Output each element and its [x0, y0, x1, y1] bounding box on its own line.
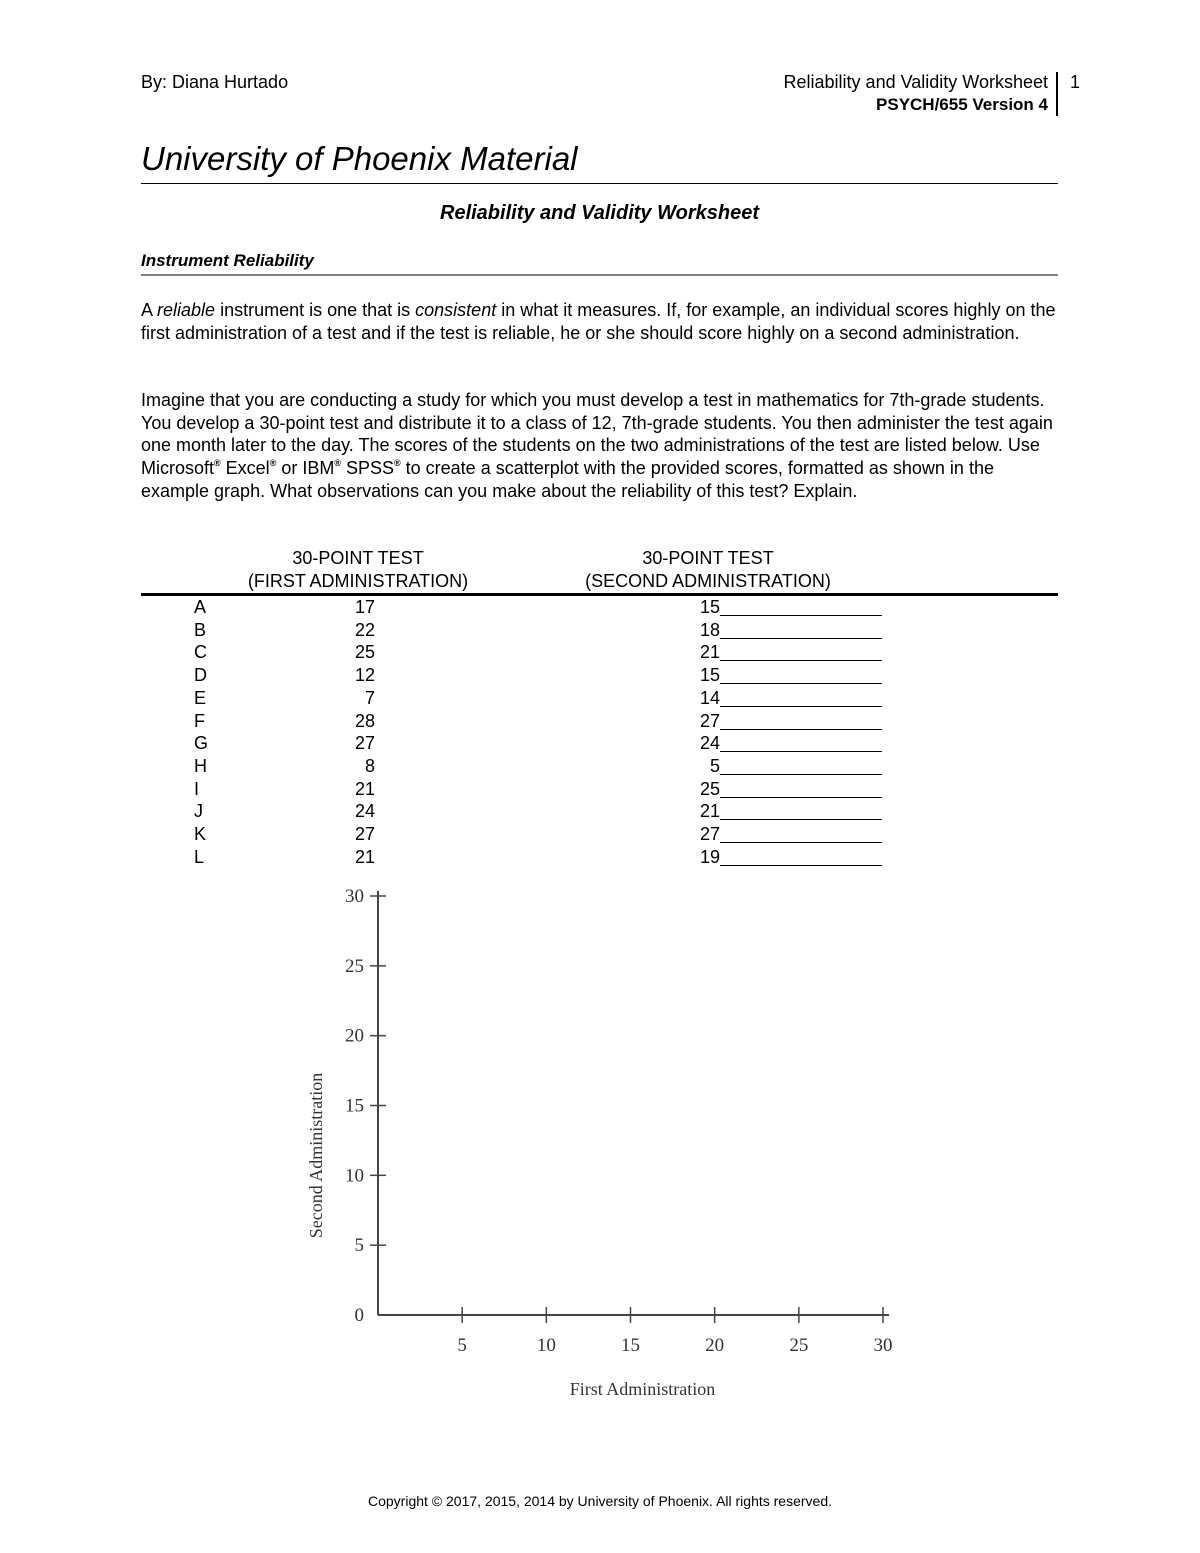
student-label: C [194, 642, 207, 663]
intro-paragraph: A reliable instrument is one that is consistent in what it measures. If, for example, an individual scores highly on the first administration of a test and if the test is reliable, he or she should score highly on a second administration. [141, 300, 1056, 343]
x-tick-label: 30 [873, 1335, 893, 1356]
table-row [0, 665, 1200, 688]
x-tick-label: 10 [536, 1335, 556, 1356]
answer-blank[interactable] [720, 688, 882, 707]
student-label: F [194, 710, 205, 731]
header-page-number: 1 [1070, 72, 1081, 92]
second-score: 14 [699, 687, 720, 708]
student-label: B [194, 619, 207, 640]
first-score: 25 [354, 642, 375, 663]
y-tick-label: 10 [345, 1165, 364, 1187]
y-tick-label: 5 [354, 1235, 364, 1257]
first-score: 21 [354, 778, 375, 799]
first-score: 27 [354, 824, 375, 844]
y-tick-label: 25 [345, 955, 364, 977]
second-score: 5 [709, 755, 720, 776]
table-row [0, 711, 1200, 734]
column-header-second: 30-POINT TEST (SECOND ADMINISTRATION) [585, 548, 831, 591]
second-score: 27 [699, 824, 720, 844]
first-score: 8 [364, 755, 375, 776]
answer-blank[interactable] [720, 711, 882, 730]
answer-blank[interactable] [720, 756, 882, 775]
first-score: 17 [354, 597, 375, 617]
second-score: 27 [699, 710, 720, 731]
x-tick-label: 20 [705, 1335, 725, 1356]
answer-blank[interactable] [720, 801, 882, 820]
y-axis-label: Second Administration [306, 1072, 326, 1239]
table-row [0, 597, 1200, 620]
table-row [0, 642, 1200, 665]
first-score: 12 [354, 665, 375, 686]
student-label: L [194, 846, 205, 867]
y-tick-label: 30 [345, 886, 364, 907]
student-label: I [194, 778, 200, 799]
x-axis-label: First Administration [569, 1379, 716, 1399]
column-header-first: 30-POINT TEST (FIRST ADMINISTRATION) [247, 548, 469, 591]
student-label: E [194, 687, 207, 708]
y-tick-label: 20 [345, 1025, 364, 1047]
instructions-paragraph: Imagine that you are conducting a study for which you must develop a test in mathematics for 7th-grade students. You develop a 30-point test and distribute it to a class of 12, 7th-grade students. You then administer the test again one month later to the day. The scores of the students on the two administrations of the test are listed below. Use Microsoft® Excel® or IBM® SPSS® to create a scatterplot with the provided scores, formatted as shown in the example graph. What observations can you make about the reliability of this test? Explain. [141, 390, 1053, 501]
second-score: 25 [699, 778, 720, 799]
title-rule [141, 183, 1058, 184]
second-score: 15 [699, 597, 720, 617]
first-score: 24 [354, 801, 375, 822]
answer-blank[interactable] [720, 779, 882, 798]
answer-blank[interactable] [720, 733, 882, 752]
y-tick-label: 0 [354, 1305, 364, 1326]
answer-blank[interactable] [720, 597, 882, 616]
x-tick-label: 15 [621, 1335, 640, 1356]
table-row [0, 756, 1200, 779]
table-row [0, 824, 1200, 847]
table-row [0, 620, 1200, 643]
student-label: H [194, 755, 207, 776]
table-row [0, 688, 1200, 711]
second-score: 24 [699, 733, 720, 754]
table-row [0, 847, 1200, 870]
worksheet-subtitle: Reliability and Validity Worksheet [440, 202, 759, 224]
first-score: 21 [354, 846, 375, 867]
table-header-rule [141, 593, 1058, 596]
copyright-footer: Copyright © 2017, 2015, 2014 by University of Phoenix. All rights reserved. [367, 1493, 832, 1509]
x-tick-label: 5 [457, 1335, 467, 1356]
first-score: 27 [354, 733, 375, 754]
answer-blank[interactable] [720, 847, 882, 866]
y-tick-label: 15 [345, 1095, 364, 1117]
student-label: A [194, 597, 207, 617]
second-score: 19 [699, 846, 720, 867]
answer-blank[interactable] [720, 620, 882, 639]
table-row [0, 801, 1200, 824]
second-score: 21 [699, 801, 720, 822]
student-label: G [194, 733, 209, 754]
first-score: 7 [364, 687, 375, 708]
header-divider [1056, 72, 1058, 116]
x-tick-label: 25 [789, 1335, 809, 1356]
student-label: D [194, 665, 207, 686]
table-row [0, 733, 1200, 756]
answer-blank[interactable] [720, 824, 882, 843]
consistent-term: consistent [415, 300, 497, 320]
first-score: 28 [354, 710, 375, 731]
table-row [0, 779, 1200, 802]
section-rule [141, 274, 1058, 276]
first-score: 22 [354, 619, 375, 640]
answer-blank[interactable] [720, 665, 882, 684]
reliable-term: reliable [157, 300, 216, 320]
scatterplot [0, 870, 1200, 1430]
header-author: By: Diana Hurtado [141, 72, 289, 92]
second-score: 21 [699, 642, 720, 663]
header-course: PSYCH/655 Version 4 [876, 95, 1048, 114]
header-doc-title: Reliability and Validity Worksheet [783, 72, 1048, 92]
second-score: 18 [699, 619, 720, 640]
second-score: 15 [699, 665, 720, 686]
answer-blank[interactable] [720, 642, 882, 661]
section-heading: Instrument Reliability [141, 251, 314, 270]
student-label: K [194, 824, 207, 844]
page-title: University of Phoenix Material [141, 140, 578, 177]
student-label: J [194, 801, 203, 822]
